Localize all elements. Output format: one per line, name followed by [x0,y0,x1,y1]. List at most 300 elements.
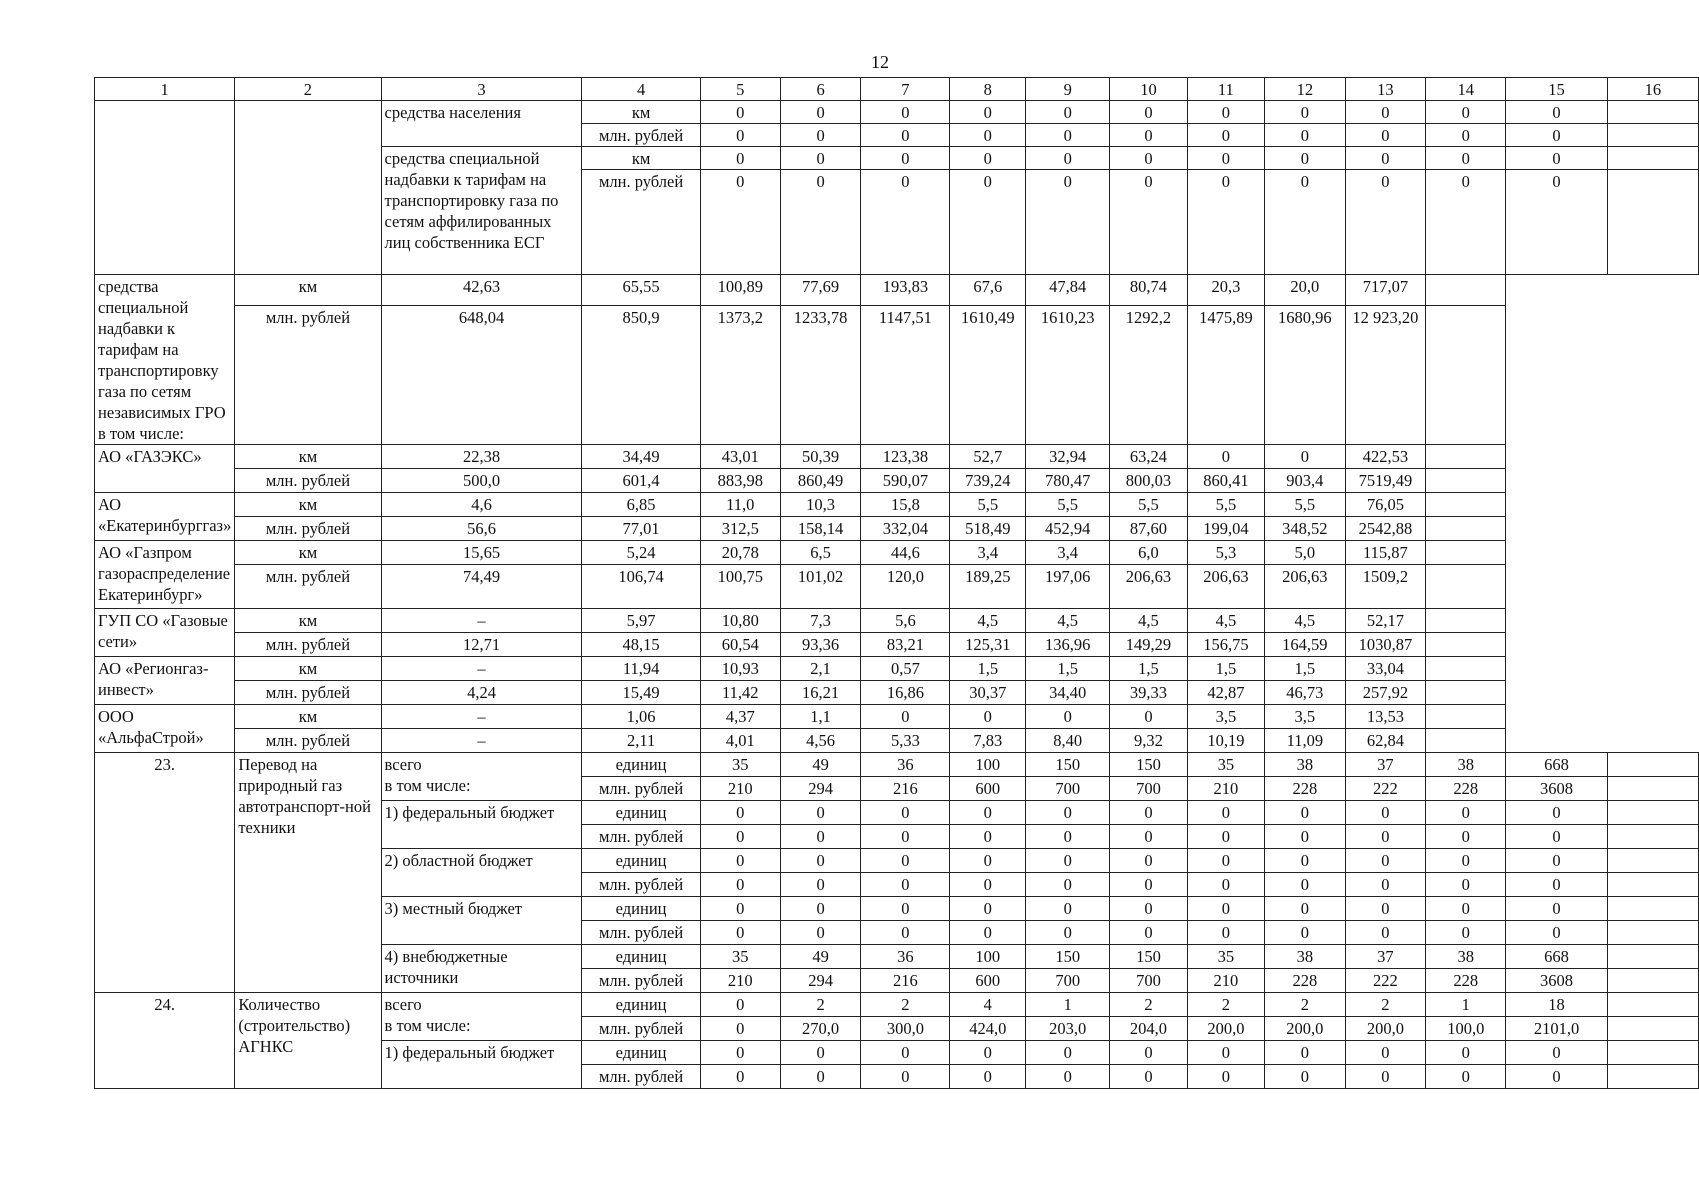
value-cell: 11,0 [700,493,780,517]
value-cell: 0 [780,147,860,170]
value-cell: 0 [1110,705,1187,729]
value-cell: 210 [1187,969,1265,993]
note-cell [1607,849,1698,873]
value-cell: 700 [1110,969,1187,993]
value-cell: 0 [1265,101,1345,124]
value-cell: 125,31 [950,633,1026,657]
value-cell: 93,36 [780,633,860,657]
value-cell: 158,14 [780,517,860,541]
unit-cell: единиц [582,753,700,777]
row-number-cell [95,101,235,275]
note-cell [1607,1041,1698,1065]
value-cell: 34,49 [582,445,700,469]
funding-source-cell: всего в том числе: [381,993,582,1041]
note-cell [1426,657,1506,681]
column-number-header: 2 [235,78,381,101]
funding-source-cell: АО «Екатеринбурггаз» [95,493,235,541]
note-cell [1607,777,1698,801]
value-cell: 36 [861,945,950,969]
value-cell: 80,74 [1110,275,1187,306]
table-row [95,565,1699,609]
value-cell: 0 [861,1065,950,1089]
value-cell: 780,47 [1026,469,1110,493]
value-cell: 106,74 [582,565,700,609]
value-cell: 210 [1187,777,1265,801]
value-cell: 0 [1026,170,1110,275]
value-cell: 500,0 [381,469,582,493]
value-cell: 1,1 [780,705,860,729]
value-cell: 700 [1026,969,1110,993]
value-cell: 193,83 [861,275,950,306]
value-cell: 5,5 [1187,493,1265,517]
page-number: 12 [871,52,889,72]
value-cell: 883,98 [700,469,780,493]
value-cell: 204,0 [1110,1017,1187,1041]
value-cell: 20,78 [700,541,780,565]
table-row [95,493,1699,517]
value-cell: 0 [780,124,860,147]
unit-cell: млн. рублей [235,681,381,705]
value-cell: 0 [1187,921,1265,945]
value-cell: 18 [1506,993,1608,1017]
value-cell: 0 [1265,124,1345,147]
value-cell: 1,5 [1110,657,1187,681]
value-cell: 0 [700,921,780,945]
value-cell: 518,49 [950,517,1026,541]
value-cell: 228 [1426,969,1506,993]
value-cell: 10,93 [700,657,780,681]
value-cell: 35 [1187,753,1265,777]
value-cell: 156,75 [1187,633,1265,657]
value-cell: 4,37 [700,705,780,729]
value-cell: 294 [780,969,860,993]
unit-cell: единиц [582,897,700,921]
value-cell: 0 [1345,897,1426,921]
column-number-header: 9 [1026,78,1110,101]
value-cell: 206,63 [1110,565,1187,609]
value-cell: 4,5 [1265,609,1345,633]
value-cell: 332,04 [861,517,950,541]
value-cell: 38 [1426,945,1506,969]
value-cell: 37 [1345,753,1426,777]
value-cell: 739,24 [950,469,1026,493]
value-cell: 0 [1426,825,1506,849]
value-cell: 49 [780,753,860,777]
value-cell: 149,29 [1110,633,1187,657]
value-cell: 5,5 [950,493,1026,517]
value-cell: 2 [1187,993,1265,1017]
value-cell: 0 [1110,873,1187,897]
value-cell: 0 [1110,147,1187,170]
value-cell: 0 [1026,101,1110,124]
funding-source-cell: средства населения [381,101,582,147]
value-cell: 76,05 [1345,493,1426,517]
value-cell: 35 [700,753,780,777]
column-number-header: 6 [780,78,860,101]
note-cell [1426,565,1506,609]
unit-cell: км [235,493,381,517]
value-cell: 1,06 [582,705,700,729]
value-cell: 0 [1026,897,1110,921]
value-cell: 0 [1110,897,1187,921]
column-number-header: 15 [1506,78,1608,101]
note-cell [1607,801,1698,825]
value-cell: 0 [1026,801,1110,825]
value-cell: 1509,2 [1345,565,1426,609]
value-cell: 1147,51 [861,305,950,444]
value-cell: 0 [700,1065,780,1089]
value-cell: 35 [1187,945,1265,969]
value-cell: 197,06 [1026,565,1110,609]
value-cell: 0 [1506,124,1608,147]
value-cell: 0 [780,801,860,825]
note-cell [1607,873,1698,897]
value-cell: 0 [1026,1065,1110,1089]
value-cell: 600 [950,777,1026,801]
value-cell: 101,02 [780,565,860,609]
value-cell: 800,03 [1110,469,1187,493]
value-cell: 87,60 [1110,517,1187,541]
column-number-header: 13 [1345,78,1426,101]
note-cell [1426,681,1506,705]
unit-cell: км [582,101,700,124]
value-cell: 0 [1110,170,1187,275]
value-cell: 0 [1026,921,1110,945]
value-cell: 1373,2 [700,305,780,444]
value-cell: 12 923,20 [1345,305,1426,444]
value-cell: 0 [1265,1041,1345,1065]
unit-cell: единиц [582,1041,700,1065]
value-cell: 1 [1026,993,1110,1017]
value-cell: 0 [1026,1041,1110,1065]
value-cell: 0 [861,170,950,275]
value-cell: 3608 [1506,969,1608,993]
value-cell: 294 [780,777,860,801]
value-cell: 100,89 [700,275,780,306]
value-cell: 0 [861,124,950,147]
value-cell: 0 [861,873,950,897]
note-cell [1426,305,1506,444]
value-cell: 2 [861,993,950,1017]
value-cell: 49 [780,945,860,969]
value-cell: 20,0 [1265,275,1345,306]
value-cell: 0 [1345,801,1426,825]
value-cell: 0 [780,873,860,897]
value-cell: 0 [1506,849,1608,873]
value-cell: 5,5 [1110,493,1187,517]
value-cell: 2,1 [780,657,860,681]
value-cell: 0 [861,897,950,921]
value-cell: 6,0 [1110,541,1187,565]
value-cell: 0 [1506,1041,1608,1065]
value-cell: 0 [1265,170,1345,275]
value-cell: 43,01 [700,445,780,469]
table-row [95,469,1699,493]
value-cell: 1610,49 [950,305,1026,444]
value-cell: 5,33 [861,729,950,753]
value-cell: 3608 [1506,777,1608,801]
unit-cell: млн. рублей [235,729,381,753]
value-cell: – [381,705,582,729]
value-cell: 903,4 [1265,469,1345,493]
value-cell: 0 [1426,1065,1506,1089]
value-cell: 0 [1026,705,1110,729]
value-cell: 348,52 [1265,517,1345,541]
value-cell: 0 [1187,445,1265,469]
value-cell: 601,4 [582,469,700,493]
value-cell: 0 [1506,170,1608,275]
value-cell: 860,49 [780,469,860,493]
value-cell: 10,3 [780,493,860,517]
value-cell: 0 [1026,147,1110,170]
value-cell: 0 [1506,897,1608,921]
value-cell: 0 [1187,825,1265,849]
value-cell: 15,49 [582,681,700,705]
value-cell: 0 [1026,849,1110,873]
value-cell: 5,5 [1265,493,1345,517]
measure-name-cell: Перевод на природный газ автотранспорт-ной техники [235,753,381,993]
unit-cell: млн. рублей [235,469,381,493]
value-cell: 0 [700,825,780,849]
value-cell: 0 [950,1041,1026,1065]
value-cell: 0 [861,101,950,124]
value-cell: 0 [700,873,780,897]
value-cell: – [381,609,582,633]
value-cell: 7,83 [950,729,1026,753]
value-cell: 0 [1506,1065,1608,1089]
value-cell: 228 [1426,777,1506,801]
value-cell: 0 [1506,101,1608,124]
note-cell [1607,993,1698,1017]
value-cell: 4 [950,993,1026,1017]
value-cell: 38 [1426,753,1506,777]
value-cell: 5,97 [582,609,700,633]
value-cell: 0 [1187,801,1265,825]
value-cell: 2542,88 [1345,517,1426,541]
table-row [95,729,1699,753]
value-cell: 0 [1265,1065,1345,1089]
unit-cell: млн. рублей [582,1065,700,1089]
value-cell: 0 [780,170,860,275]
table-row [95,275,1699,306]
value-cell: 4,5 [950,609,1026,633]
value-cell: 10,19 [1187,729,1265,753]
table-row [95,517,1699,541]
value-cell: 0 [700,1017,780,1041]
value-cell: 0 [1345,124,1426,147]
funding-source-cell: 1) федеральный бюджет [381,1041,582,1089]
value-cell: 38 [1265,753,1345,777]
table-row [95,993,1699,1017]
value-cell: 0 [1187,124,1265,147]
value-cell: 0 [950,825,1026,849]
value-cell: 74,49 [381,565,582,609]
value-cell: 100 [950,945,1026,969]
measure-name-cell [235,101,381,275]
measure-name-cell: Количество (строительство) АГНКС [235,993,381,1089]
value-cell: 0 [1345,849,1426,873]
value-cell: 20,3 [1187,275,1265,306]
unit-cell: млн. рублей [235,305,381,444]
value-cell: 39,33 [1110,681,1187,705]
value-cell: 0 [1187,1065,1265,1089]
value-cell: 56,6 [381,517,582,541]
unit-cell: единиц [582,993,700,1017]
value-cell: 668 [1506,945,1608,969]
note-cell [1426,705,1506,729]
funding-source-cell: АО «Газпром газораспределение Екатеринбург» [95,541,235,609]
note-cell [1607,897,1698,921]
value-cell: 700 [1026,777,1110,801]
value-cell: 32,94 [1026,445,1110,469]
value-cell: – [381,729,582,753]
value-cell: 312,5 [700,517,780,541]
value-cell: 203,0 [1026,1017,1110,1041]
column-number-header: 8 [950,78,1026,101]
value-cell: 42,87 [1187,681,1265,705]
value-cell: 0 [950,101,1026,124]
value-cell: 2,11 [582,729,700,753]
value-cell: 16,86 [861,681,950,705]
note-cell [1607,101,1698,124]
value-cell: 13,53 [1345,705,1426,729]
value-cell: 0 [861,849,950,873]
value-cell: 11,94 [582,657,700,681]
value-cell: 228 [1265,969,1345,993]
value-cell: 150 [1026,753,1110,777]
value-cell: 0 [1506,873,1608,897]
note-cell [1607,969,1698,993]
value-cell: 1 [1426,993,1506,1017]
row-number-cell: 24. [95,993,235,1089]
value-cell: 10,80 [700,609,780,633]
value-cell: 8,40 [1026,729,1110,753]
value-cell: 0 [1345,147,1426,170]
value-cell: 0 [1110,124,1187,147]
value-cell: 4,01 [700,729,780,753]
note-cell [1426,541,1506,565]
note-cell [1426,517,1506,541]
value-cell: 0 [1506,801,1608,825]
unit-cell: млн. рублей [235,517,381,541]
value-cell: 1475,89 [1187,305,1265,444]
table-row [95,101,1699,124]
value-cell: 0 [861,147,950,170]
value-cell: 1,5 [1026,657,1110,681]
value-cell: 0 [950,873,1026,897]
value-cell: 0 [1426,124,1506,147]
value-cell: 0 [950,1065,1026,1089]
value-cell: 1,5 [1265,657,1345,681]
value-cell: 2 [1345,993,1426,1017]
value-cell: 0 [1265,921,1345,945]
value-cell: 1610,23 [1026,305,1110,444]
value-cell: 0 [1345,1065,1426,1089]
value-cell: 9,32 [1110,729,1187,753]
value-cell: 44,6 [861,541,950,565]
value-cell: 0 [1265,897,1345,921]
value-cell: 300,0 [861,1017,950,1041]
value-cell: 7,3 [780,609,860,633]
value-cell: 4,5 [1110,609,1187,633]
value-cell: 0 [950,124,1026,147]
value-cell: 0 [1265,801,1345,825]
value-cell: 0 [861,921,950,945]
value-cell: 210 [700,969,780,993]
value-cell: 3,5 [1187,705,1265,729]
value-cell: 717,07 [1345,275,1426,306]
value-cell: 50,39 [780,445,860,469]
value-cell: 0 [950,921,1026,945]
value-cell: 424,0 [950,1017,1026,1041]
value-cell: 850,9 [582,305,700,444]
note-cell [1607,825,1698,849]
table-row [95,681,1699,705]
value-cell: 0 [1345,921,1426,945]
value-cell: 1,5 [950,657,1026,681]
value-cell: 4,6 [381,493,582,517]
funding-source-cell: средства специальной надбавки к тарифам на транспортировку газа по сетям аффилированных лиц собственника ЕСГ [381,147,582,275]
value-cell: 52,17 [1345,609,1426,633]
value-cell: 0 [1426,921,1506,945]
value-cell: 206,63 [1265,565,1345,609]
note-cell [1426,729,1506,753]
value-cell: 0 [861,705,950,729]
value-cell: 4,24 [381,681,582,705]
value-cell: 210 [700,777,780,801]
column-number-header: 11 [1187,78,1265,101]
unit-cell: млн. рублей [582,969,700,993]
unit-cell: единиц [582,801,700,825]
value-cell: 136,96 [1026,633,1110,657]
value-cell: 700 [1110,777,1187,801]
row-number-cell: 23. [95,753,235,993]
unit-cell: млн. рублей [582,825,700,849]
value-cell: 0 [1426,101,1506,124]
funding-source-cell: ГУП СО «Газовые сети» [95,609,235,657]
value-cell: 222 [1345,777,1426,801]
value-cell: 0 [950,705,1026,729]
column-number-header: 1 [95,78,235,101]
value-cell: 0 [780,921,860,945]
value-cell: 0 [1110,801,1187,825]
value-cell: 0 [1265,873,1345,897]
table-row [95,633,1699,657]
value-cell: 115,87 [1345,541,1426,565]
value-cell: 0 [1110,921,1187,945]
value-cell: 0 [700,993,780,1017]
value-cell: 15,8 [861,493,950,517]
table-row [95,541,1699,565]
value-cell: 36 [861,753,950,777]
value-cell: 0 [780,897,860,921]
unit-cell: км [235,275,381,306]
value-cell: 6,85 [582,493,700,517]
value-cell: 0 [950,170,1026,275]
value-cell: 47,84 [1026,275,1110,306]
value-cell: 200,0 [1187,1017,1265,1041]
value-cell: 22,38 [381,445,582,469]
value-cell: 34,40 [1026,681,1110,705]
value-cell: 83,21 [861,633,950,657]
value-cell: 0 [861,801,950,825]
value-cell: 0 [1110,849,1187,873]
value-cell: 216 [861,777,950,801]
value-cell: 100 [950,753,1026,777]
value-cell: 37 [1345,945,1426,969]
value-cell: 206,63 [1187,565,1265,609]
value-cell: 0 [780,101,860,124]
